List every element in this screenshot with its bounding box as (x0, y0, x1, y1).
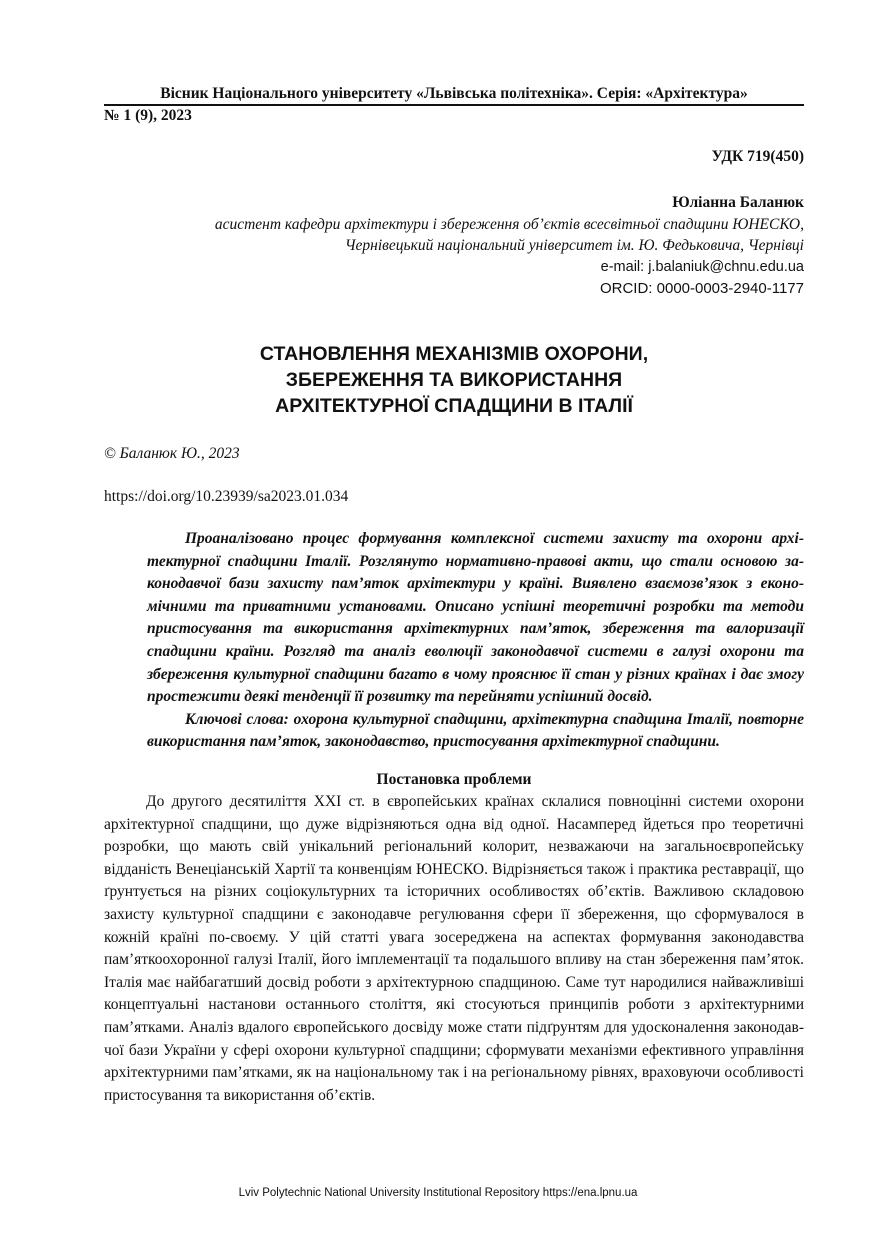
author-block (104, 192, 804, 300)
section-heading: Постановка проблеми (376, 771, 532, 788)
journal-header: Вісник Національного університету «Львівська політехніка». Серія: «Архітектура» (160, 85, 748, 102)
title-line-1: СТАНОВЛЕННЯ МЕХАНІЗМІВ ОХОРОНИ, (259, 343, 649, 365)
title-line-2: ЗБЕРЕЖЕННЯ ТА ВИКОРИСТАННЯ (285, 369, 623, 391)
doi-link[interactable]: https://doi.org/10.23939/sa2023.01.034 (104, 488, 349, 505)
abstract (147, 528, 804, 754)
udc-code: УДК 719(450) (711, 148, 804, 165)
keywords: Ключові слова: охорона культурної спадщини, архітектурна спадщина Італії, повторне використання пам’яток, законодавство, пристосування архітектурної спадщини. (147, 710, 804, 751)
author-name: Юліанна Баланюк (672, 194, 804, 211)
repository-footer: Lviv Polytechnic National University Institutional Repository https://ena.lpnu.ua (238, 1187, 638, 1199)
abstract-text: Проаналізовано процес формування комплексної системи захисту та охорони архітектурної спадщини Італії. Розглянуто нормативно-правові акти, що стали основою законодавчої бази захисту пам’яток архітектури у країні. Виявлено взаємозв’язок з економічними та приватними установами. Описано успішні теоретичні розробки та методи пристосування та використання архітектурних пам’яток, збереження та валоризації спадщини країни. Розгляд та аналіз еволюції законодавчої системи в галузі охорони та збереження культурної спадщини багато в чому прояснює її стан у різних країнах і дає змогу простежити деякі тенденції її розвитку та перейняти успішний досвід. (147, 530, 804, 706)
copyright: © Баланюк Ю., 2023 (104, 445, 240, 462)
author-affiliation-line1: асистент кафедри архітектури і збереження об’єктів всесвітньої спадщини ЮНЕСКО, (214, 215, 804, 233)
issue-number: № 1 (9), 2023 (104, 107, 192, 124)
title-line-3: АРХІТЕКТУРНОЇ СПАДЩИНИ В ІТАЛІЇ (275, 395, 633, 417)
author-orcid: ORCID: 0000-0003-2940-1177 (599, 280, 804, 297)
section-body (104, 791, 804, 1107)
author-affiliation-line2: Чернівецький національний університет ім. Ю. Федьковича, Чернівці (344, 237, 804, 254)
article-title (104, 341, 804, 419)
author-email: e-mail: j.balaniuk@chnu.edu.ua (600, 258, 804, 275)
header-rule (104, 104, 804, 106)
body-paragraph: До другого десятиліття XXI ст. в європейських країнах склалися повноцінні системи охорони архітектурної спадщини, що дуже відрізняються одна від одної. Насамперед йдеться про теоретичні розробки, що мають свій унікальний регіональний колорит, незважаючи на загальноєвропейську відданість Венеціанській Хартії та конвенціям ЮНЕСКО. Відрізняється також і практика реставрації, що ґрунтується на різних соціокультурних та історичних особливостях об’єктів. Важливою складовою захисту культурної спадщини є законодавче регулювання сфери її збереження, що сформувалося в кожній країні по-своєму. У цій статті увага зосереджена на аспектах формування законодавства пам’яткоохоронної галузі Італії, його імплементації та подальшого впливу на стан збереження пам’яток. Італія має найбагатший досвід роботи з архітектурною спадщиною. Саме тут народилися найважливіші концептуальні настанови останнього століття, які стосуються принципів роботи з архітектурними пам’ятками. Аналіз вдалого європейського досвіду може стати підґрунтям для удосконалення законодавчої бази України у сфері охорони культурної спадщини; сформувати механізми ефективного управління архітектурними пам’ятками, як на національному так і на регіональному рівнях, враховуючи особливості пристосування та використання об’єктів. (104, 793, 804, 1104)
